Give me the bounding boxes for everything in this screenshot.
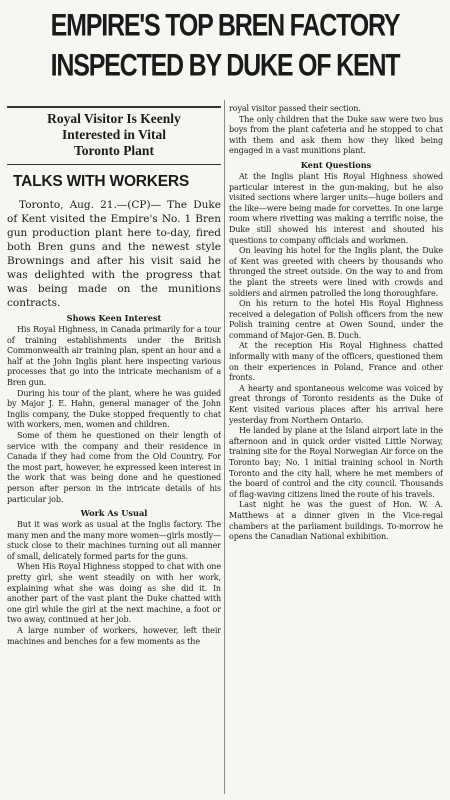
subdeck-heading: TALKS WITH WORKERS xyxy=(13,173,190,190)
body-paragraph: But it was work as usual at the Inglis factory. The many men and the many more women—girls mostly—stuck close to their machines turning out all manner of small, delicately formed parts for the guns. xyxy=(7,520,221,561)
deck-line-3: Toronto Plant xyxy=(74,143,154,158)
body-paragraph: At the reception His Royal Highness chatted informally with many of the officers, questioned them on their experiences in Poland, France and other fronts. xyxy=(229,341,443,383)
lead-paragraph: Toronto, Aug. 21.—(CP)— The Duke of Kent visited the Empire's No. 1 Bren gun production plant here to-day, fired both Bren guns and the newest style Brownings and after his visit said he was delighted with the progress that was being made on the munitions contracts. xyxy=(7,199,221,309)
body-paragraph: Last night he was the guest of Hon. W. A. Matthews at a dinner given in the Vice-regal chambers at the parliament buildings. To-morrow he opens the Canadian National exhibition. xyxy=(229,500,443,542)
subhead-shows-keen-interest: Shows Keen Interest xyxy=(66,313,162,323)
body-paragraph-continued: royal visitor passed their section. xyxy=(229,104,361,113)
body-paragraph: The only children that the Duke saw were two bus boys from the plant cafeteria and he stopped to chat with them and ask them how they liked being engaged in a vast munitions plant. xyxy=(229,114,443,156)
body-paragraph: On his return to the hotel His Royal Highness received a delegation of Polish officers from the new Polish training centre at Owen Sound, under the command of Major-Gen. B. Duch. xyxy=(229,299,443,340)
subhead-kent-questions: Kent Questions xyxy=(300,159,372,170)
subhead-work-as-usual: Work As Usual xyxy=(80,508,148,519)
deck-line-1: Royal Visitor Is Keenly xyxy=(47,111,181,126)
body-paragraph: On leaving his hotel for the Inglis plant, the Duke of Kent was greeted with cheers by thousands who thronged the street outside. On the way to and from the plant the streets were lined with crowds and soldiers and airmen patrolled the long thoroughfare. xyxy=(229,246,443,298)
body-paragraph: Some of them he questioned on their length of service with the company and their residence in Canada if they had come from the Old Country. For the most part, however, he expressed keen interest in the work that was being done and he questioned person after person in the intricate details of his particular job. xyxy=(7,430,221,504)
body-paragraph: At the Inglis plant His Royal Highness showed particular interest in the gun-making, but he also visited sections where larger units—huge boilers and the like—were being made for corvettes. In one large room where rivetting was making a terrific noise, the Duke still showed his interest and shouted his questions to company officials and workmen. xyxy=(229,171,443,245)
body-paragraph: When His Royal Highness stopped to chat with one pretty girl, she went steadily on with her work, explaining what she was doing as she did it. In another part of the vast plant the Duke chatted with one girl while the girl at the next machine, a foot or two away, continued at her job. xyxy=(7,562,221,625)
body-paragraph: A large number of workers, however, left their machines and benches for a few moments as the xyxy=(7,626,221,646)
body-paragraph: His Royal Highness, in Canada primarily for a tour of training establishments under the British Commonwealth air training plan, spent an hour and a half at the John Inglis plant here inspecting various processes that go into the intricate mechanism of a Bren gun. xyxy=(7,325,221,387)
right-column xyxy=(229,104,443,800)
column-divider xyxy=(224,100,225,794)
body-paragraph: He landed by plane at the Island airport late in the afternoon and in quick order visited Little Norway, training site for the Royal Norwegian Air force on the Toronto bay; No. 1 initial training school in North Toronto and the city hall, where he met members of the board of control and the city council. Thousands of flag-waving citizens lined the route of his travels. xyxy=(229,426,443,499)
headline-line-1: EMPIRE'S TOP BREN FACTORY xyxy=(50,8,400,43)
body-paragraph: A hearty and spontaneous welcome was voiced by great throngs of Toronto residents as the Duke of Kent visited various places after his arrival here yesterday from Northern Ontario. xyxy=(229,383,443,425)
body-paragraph: During his tour of the plant, where he was guided by Major J. E. Hahn, general manager of the John Inglis company, the Duke stopped frequently to chat with workers, men, women and children. xyxy=(7,388,221,430)
deck-box xyxy=(7,106,221,165)
headline-line-2: INSPECTED BY DUKE OF KENT xyxy=(50,48,400,83)
deck-line-2: Interested in Vital xyxy=(62,127,166,142)
left-column xyxy=(7,100,221,796)
